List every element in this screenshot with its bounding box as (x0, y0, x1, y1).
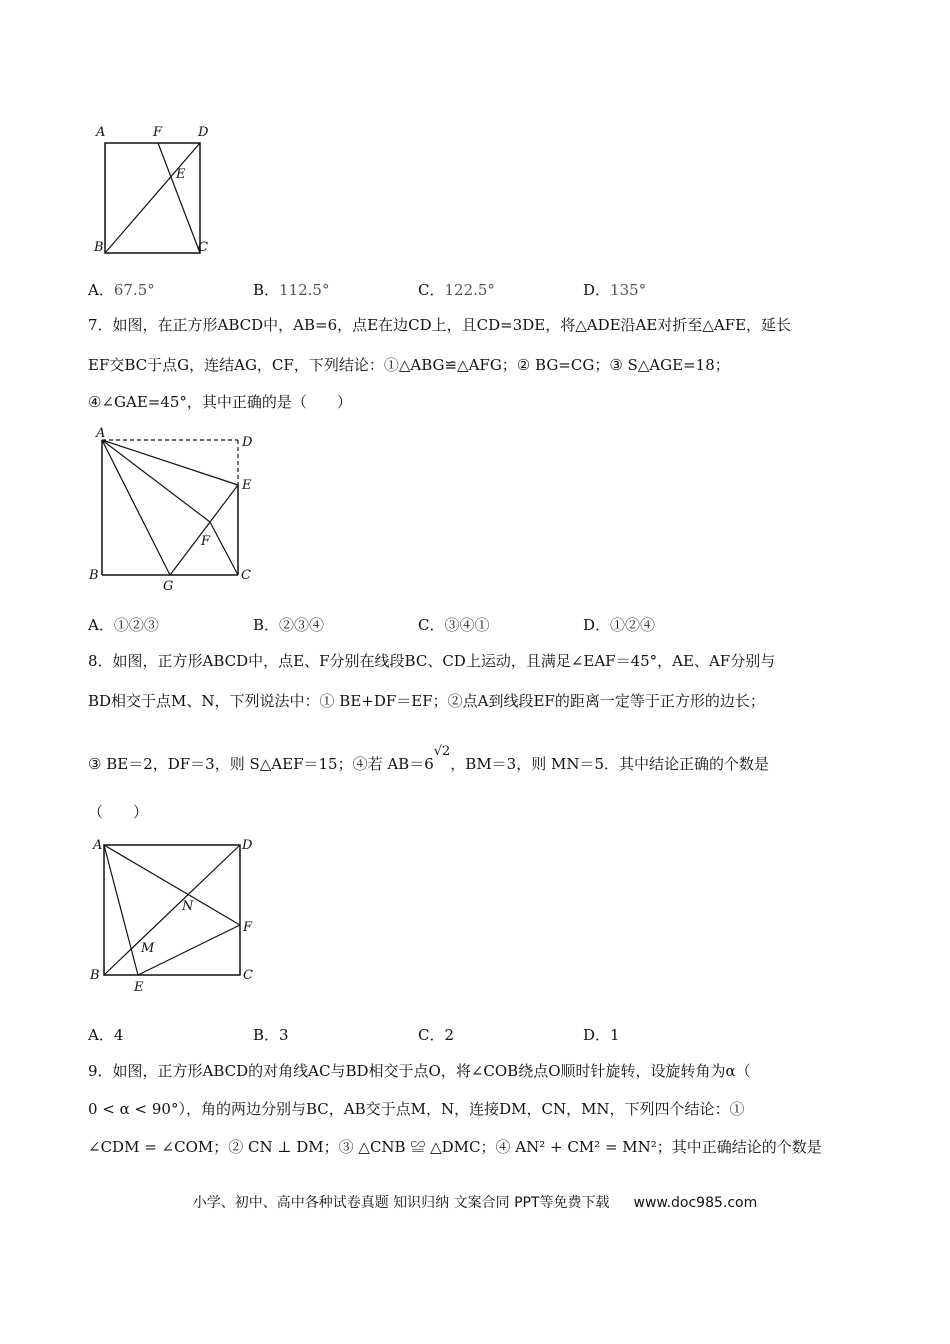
q6-figure (90, 118, 220, 258)
q8-label-e: E (134, 980, 144, 995)
option-text: 4 (113, 1026, 124, 1044)
q8-label-f: F (243, 920, 253, 935)
q8-line3-start: ③ BE＝2，DF＝3，则 S△AEF＝15；④若 AB＝6 (88, 755, 434, 773)
option-text: 112.5° (279, 281, 330, 299)
q7-option-c (418, 615, 490, 635)
option-text: 67.5° (113, 281, 155, 299)
q6-segment-fc (158, 143, 200, 253)
q7-segment-ag (102, 440, 170, 575)
option-letter: A． (88, 1026, 114, 1044)
option-text: 3 (279, 1026, 289, 1044)
q8-label-c: C (243, 968, 253, 983)
q7-text-line-1: 7．如图，在正方形ABCD中，AB=6，点E在边CD上，且CD=3DE，将△ADE沿AE对折至△AFE，延长 (88, 316, 792, 334)
q8-text-line-2: BD相交于点M、N，下列说法中：① BE+DF＝EF；②点A到线段EF的距离一定等于正方形的边长； (88, 692, 765, 710)
footer-url-link[interactable]: www.doc985.com (633, 1195, 758, 1211)
option-text: 135° (610, 281, 647, 299)
q7-option-d (583, 615, 655, 635)
option-text: 2 (444, 1026, 455, 1044)
q8-label-n: N (182, 899, 194, 914)
option-letter: D． (583, 616, 611, 634)
option-text: 1 (610, 1026, 620, 1044)
option-letter: C． (418, 1026, 445, 1044)
q6-label-c: C (198, 240, 208, 255)
option-text: ①②③ (113, 616, 159, 634)
q8-diagonal-bd (104, 845, 240, 975)
q8-segment-ae (104, 845, 138, 975)
q6-diagonal-bd (105, 143, 200, 253)
q6-label-d: D (198, 125, 209, 140)
q7-label-c: C (241, 568, 251, 583)
q8-text-line-1: 8．如图，正方形ABCD中，点E、F分别在线段BC、CD上运动，且满足∠EAF＝45°，AE、AF分别与 (88, 652, 776, 670)
q8-label-m: M (141, 941, 155, 956)
q6-label-b: B (94, 240, 104, 255)
q6-option-d (583, 280, 646, 300)
q7-segment-eg (170, 485, 238, 575)
q7-label-e: E (242, 478, 252, 493)
option-text: ①②④ (610, 616, 656, 634)
q8-figure (86, 833, 266, 998)
option-text: ③④① (444, 616, 490, 634)
q9-text-line-2: 0 < α < 90°），角的两边分别与BC，AB交于点M，N，连接DM，CN，MN，下列四个结论：① (88, 1100, 745, 1118)
option-text: 122.5° (444, 281, 495, 299)
q8-label-d: D (242, 838, 253, 853)
q6-option-a (88, 280, 155, 300)
q7-segment-fc (210, 522, 238, 575)
q7-label-d: D (242, 435, 253, 450)
q7-label-a: A (96, 426, 106, 441)
q7-option-a (88, 615, 159, 635)
option-letter: D． (583, 281, 611, 299)
q8-text-line-4: （ ） (88, 803, 149, 821)
q7-segment-af (102, 440, 210, 522)
option-letter: C． (418, 281, 445, 299)
q8-label-b: B (90, 968, 100, 983)
q6-label-f: F (153, 125, 163, 140)
q7-segment-ae (102, 440, 238, 485)
q8-option-c (418, 1025, 454, 1045)
q7-label-b: B (89, 568, 99, 583)
footer-text: 小学、初中、高中各种试卷真题 知识归纳 文案合同 PPT等免费下载 (192, 1195, 610, 1211)
q8-option-d (583, 1025, 620, 1045)
option-letter: B． (253, 281, 280, 299)
q9-text-line-3: ∠CDM = ∠COM；② CN ⊥ DM；③ △CNB ≌ △DMC；④ AN² + CM² = MN²；其中正确结论的个数是 (88, 1138, 822, 1156)
option-letter: B． (253, 616, 280, 634)
page-footer (0, 1192, 950, 1212)
q9-text-line-1: 9．如图，正方形ABCD的对角线AC与BD相交于点O，将∠COB绕点O顺时针旋转，设旋转角为α（ (88, 1062, 751, 1080)
q8-line3-end: ，BM＝3，则 MN＝5．其中结论正确的个数是 (450, 755, 770, 773)
q7-text-line-2: EF交BC于点G，连结AG，CF，下列结论：①△ABG≌△AFG；② BG=CG；③ S△AGE=18； (88, 356, 730, 374)
q6-label-e: E (176, 167, 186, 182)
q7-figure (86, 425, 266, 595)
q8-sqrt-two: √2 (433, 744, 451, 759)
q8-segment-af (104, 845, 240, 925)
q8-label-a: A (93, 838, 103, 853)
option-letter: A． (88, 616, 114, 634)
q7-text-line-3: ④∠GAE=45°，其中正确的是（ ） (88, 393, 352, 411)
q7-option-b (253, 615, 324, 635)
q8-option-b (253, 1025, 289, 1045)
option-letter: D． (583, 1026, 611, 1044)
option-letter: A． (88, 281, 114, 299)
q7-label-g: G (163, 579, 174, 594)
q6-option-c (418, 280, 495, 300)
q8-text-line-3 (88, 744, 770, 774)
option-text: ②③④ (279, 616, 325, 634)
q6-option-b (253, 280, 329, 300)
q7-label-f: F (201, 534, 211, 549)
q6-label-a: A (96, 125, 106, 140)
option-letter: B． (253, 1026, 280, 1044)
option-letter: C． (418, 616, 445, 634)
q8-option-a (88, 1025, 123, 1045)
